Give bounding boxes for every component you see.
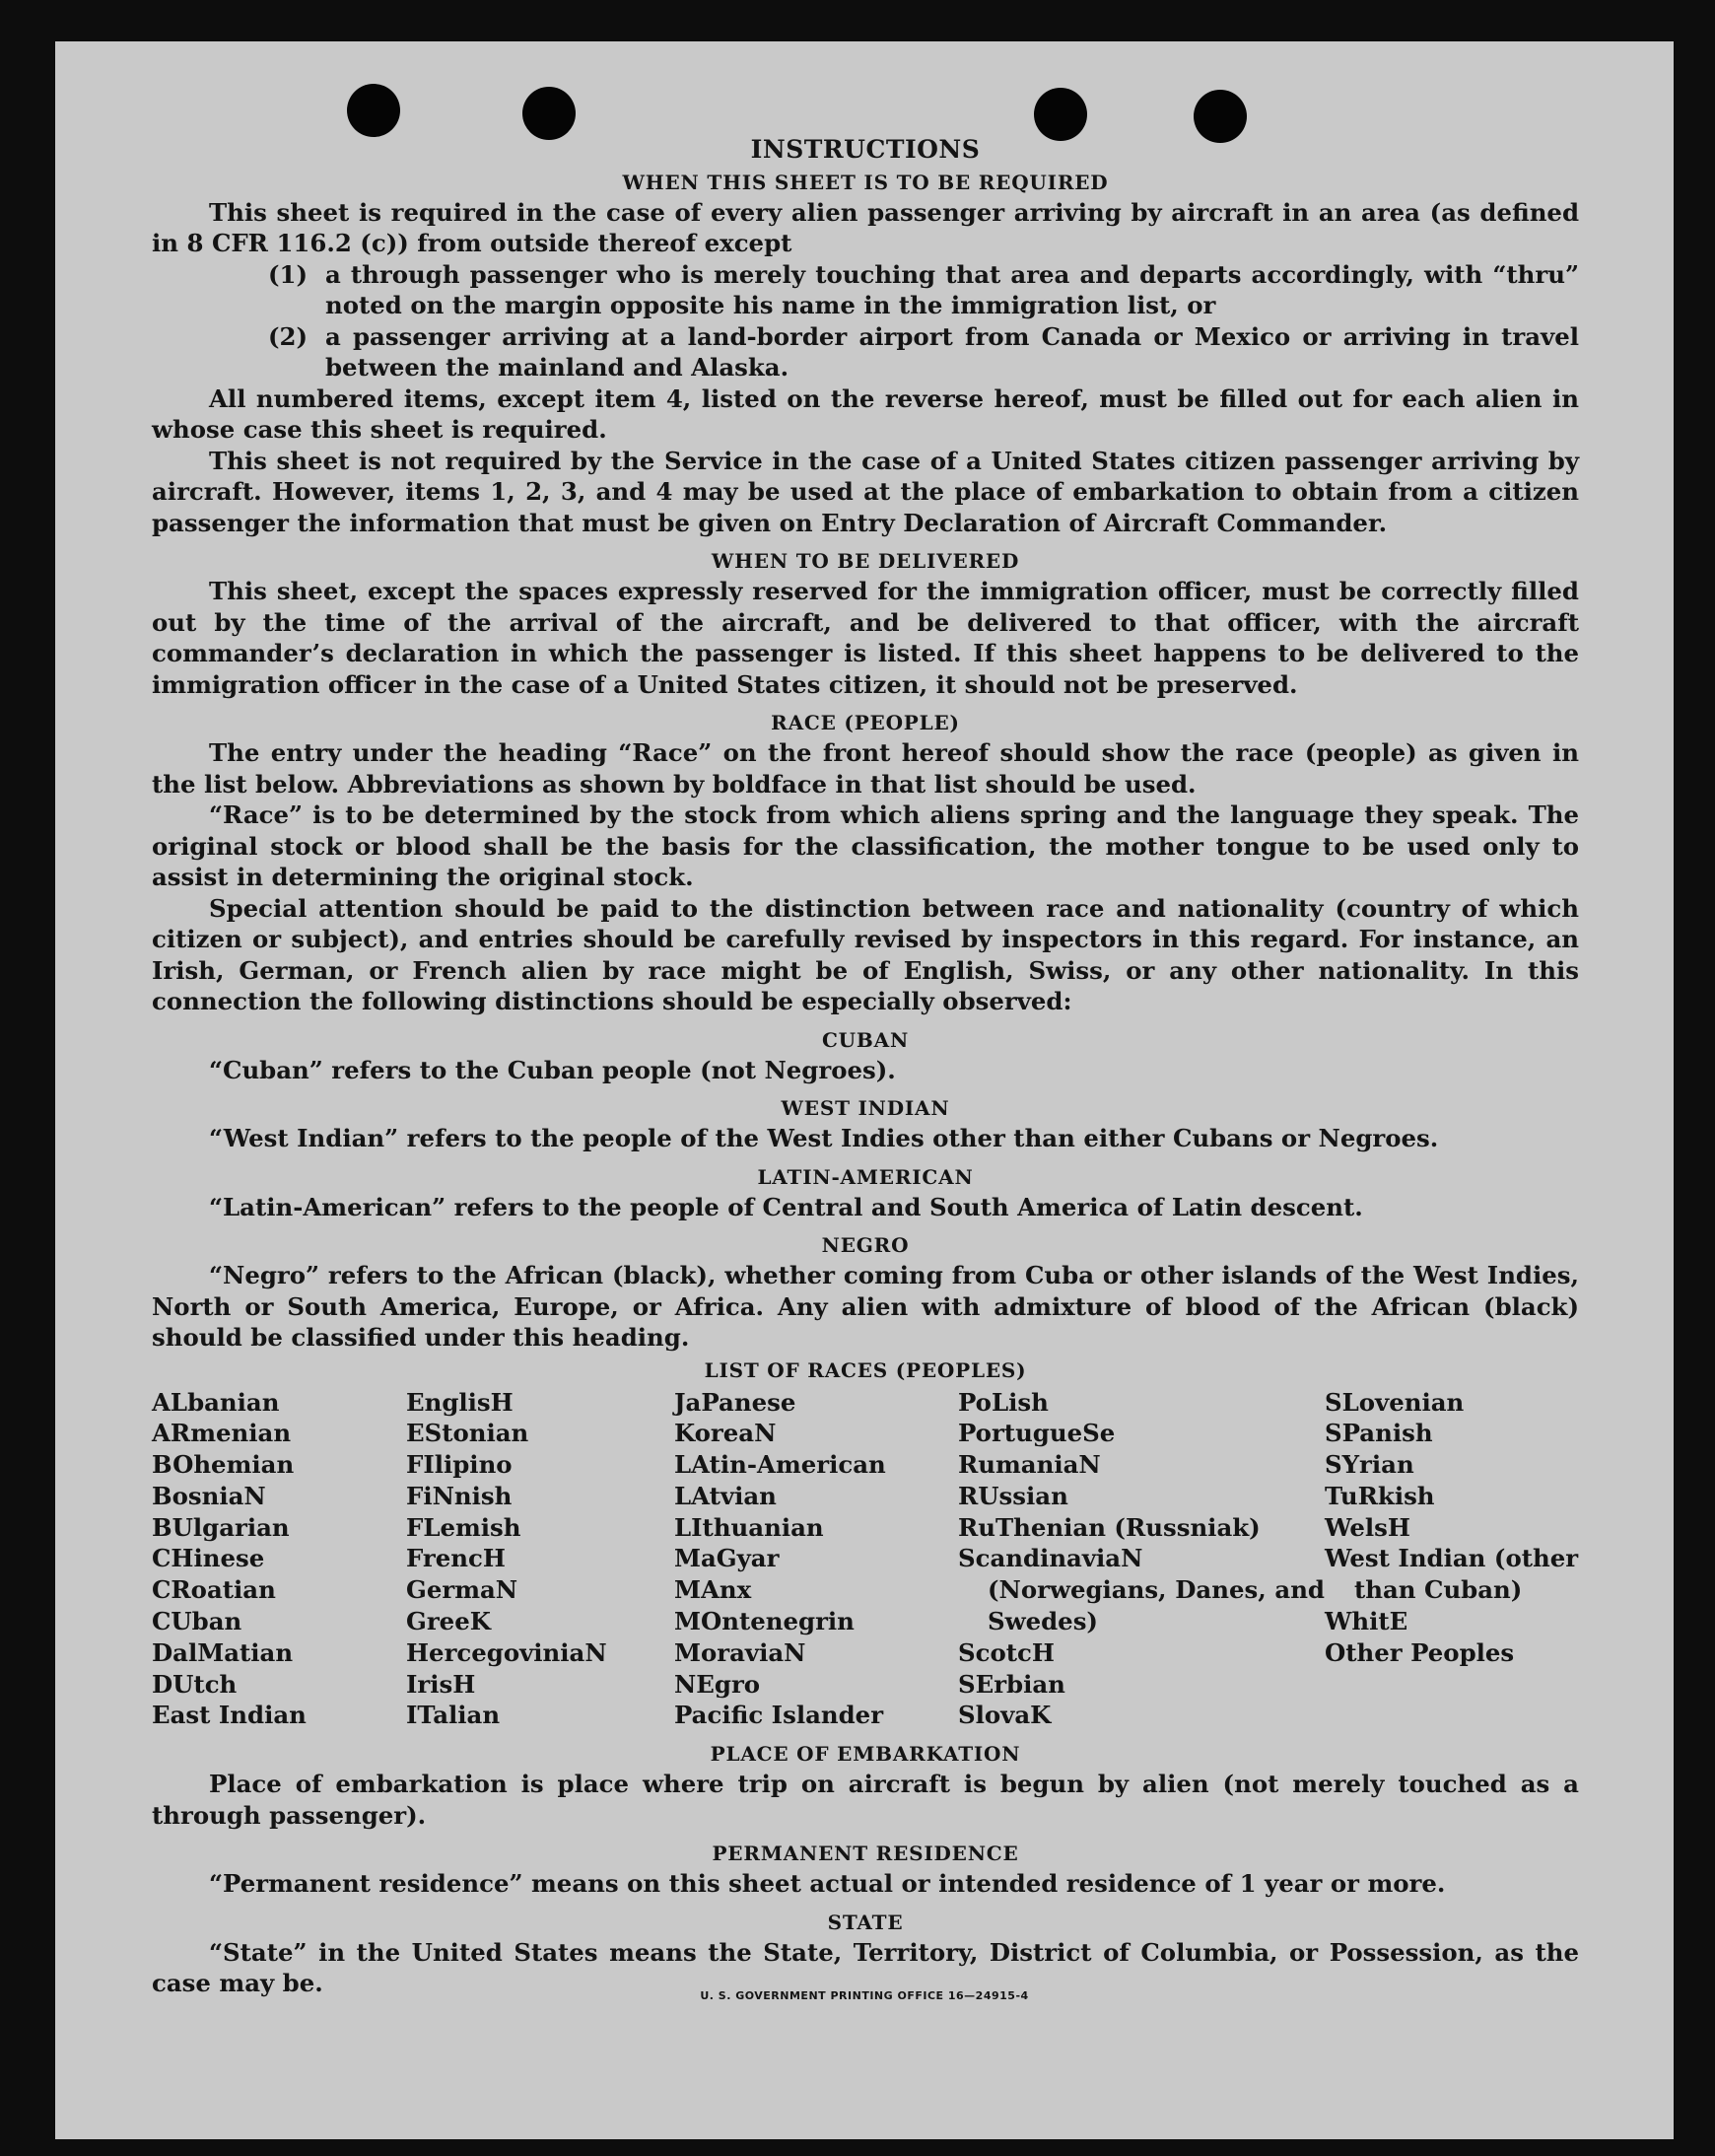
heading-state: STATE — [827, 1910, 904, 1934]
paragraph: “West Indian” refers to the people of the West Indies other than either Cubans or Negroes. — [209, 1124, 1439, 1152]
race-entry: MaGyar — [674, 1544, 780, 1573]
race-entry: SLovenian — [1325, 1387, 1465, 1417]
paragraph: “Cuban” refers to the Cuban people (not Negroes). — [209, 1055, 896, 1084]
heading-when-delivered: WHEN TO BE DELIVERED — [711, 549, 1020, 573]
list-item — [268, 259, 1579, 321]
races-column — [406, 1387, 674, 1732]
race-entry: FiNnish — [406, 1481, 513, 1510]
race-entry: DalMatian — [152, 1637, 294, 1667]
paragraph: Special attention should be paid to the distinction between race and nationality (country of which citizen or subject), and entries should be carefully revised by inspectors in this regard. For instance, an Irish, German, or French alien by race might be of English, Swiss, or any other nationality. In this connection the following distinctions should be especially observed: — [152, 893, 1579, 1015]
race-entry: CRoatian — [152, 1575, 276, 1605]
heading-negro: NEGRO — [821, 1233, 910, 1257]
race-entry: CUban — [152, 1607, 242, 1636]
race-entry: FrencH — [406, 1544, 506, 1573]
race-entry: PoLish — [958, 1387, 1049, 1417]
race-entry: SYrian — [1325, 1450, 1414, 1480]
race-entry: MOntenegrin — [674, 1607, 855, 1636]
races-column — [152, 1387, 406, 1732]
list-item — [268, 321, 1579, 383]
paragraph: “Race” is to be determined by the stock from which aliens spring and the language they speak. The original stock or blood shall be the basis for the classification, the mother tongue to be used only to assist in determining the original stock. — [152, 800, 1579, 891]
race-entry: KoreaN — [674, 1419, 777, 1448]
race-entry: West Indian (other than Cuban) — [1325, 1544, 1579, 1605]
race-entry: ITalian — [406, 1701, 501, 1730]
race-entry: ScotcH — [958, 1637, 1055, 1667]
race-entry: RumaniaN — [958, 1450, 1101, 1480]
race-entry: GreeK — [406, 1607, 491, 1636]
race-entry: BOhemian — [152, 1450, 295, 1480]
heading-cuban: CUBAN — [821, 1027, 910, 1052]
race-entry: DUtch — [152, 1669, 238, 1699]
race-entry: IrisH — [406, 1669, 476, 1699]
heading-permanent-residence: PERMANENT RESIDENCE — [712, 1842, 1019, 1866]
race-entry: GermaN — [406, 1575, 518, 1605]
race-entry: EStonian — [406, 1419, 529, 1448]
page-title: INSTRUCTIONS — [750, 135, 981, 164]
races-column — [1325, 1387, 1579, 1732]
paragraph: This sheet is required in the case of every alien passenger arriving by aircraft in an area (as defined in 8 CFR 116.2 (c)) from outside thereof except — [152, 197, 1579, 257]
item-text: a passenger arriving at a land-border airport from Canada or Mexico or arriving in travel between the mainland and Alaska. — [325, 321, 1579, 382]
race-entry: JaPanese — [674, 1387, 796, 1417]
race-entry: BosniaN — [152, 1481, 266, 1510]
paragraph: “State” in the United States means the State, Territory, District of Columbia, or Possession, as the case may be. — [152, 1937, 1579, 1998]
race-entry: SPanish — [1325, 1419, 1433, 1448]
paragraph: All numbered items, except item 4, listed on the reverse hereof, must be filled out for each alien in whose case this sheet is required. — [152, 383, 1579, 444]
races-column — [674, 1387, 958, 1732]
race-entry: PortugueSe — [958, 1419, 1116, 1448]
paragraph: This sheet is not required by the Service in the case of a United States citizen passenger arriving by aircraft. However, items 1, 2, 3, and 4 may be used at the place of embarkation to obtain from a citizen passenger the information that must be given on Entry Declaration of Aircraft Commander. — [152, 446, 1579, 537]
heading-list-of-races: LIST OF RACES (PEOPLES) — [704, 1357, 1027, 1382]
instructions-body — [152, 122, 1579, 1999]
race-entry: NEgro — [674, 1669, 761, 1699]
race-entry: Pacific Islander — [674, 1701, 884, 1730]
race-entry: FIlipino — [406, 1450, 513, 1480]
race-entry: BUlgarian — [152, 1512, 290, 1542]
paragraph: Place of embarkation is place where trip on aircraft is begun by alien (not merely touched as a through passenger). — [152, 1770, 1579, 1830]
item-number: (2) — [268, 321, 309, 351]
race-entry: WhitE — [1325, 1607, 1408, 1636]
race-entry: MAnx — [674, 1575, 752, 1605]
heading-when-required: WHEN THIS SHEET IS TO BE REQUIRED — [622, 170, 1109, 194]
race-entry: SlovaK — [958, 1701, 1052, 1730]
paragraph: The entry under the heading “Race” on the front hereof should show the race (people) as given in the list below. Abbreviations as shown by boldface in that list should be used. — [152, 738, 1579, 799]
heading-latin-american: LATIN-AMERICAN — [757, 1164, 974, 1189]
race-entry: LAtin-American — [674, 1450, 886, 1480]
item-number: (1) — [268, 259, 309, 289]
race-entry: Other Peoples — [1325, 1637, 1515, 1667]
races-column — [958, 1387, 1325, 1732]
race-entry: CHinese — [152, 1544, 265, 1573]
race-entry: FLemish — [406, 1512, 521, 1542]
paragraph: “Latin-American” refers to the people of Central and South America of Latin descent. — [209, 1192, 1363, 1221]
race-entry: East Indian — [152, 1701, 307, 1730]
race-entry: ScandinaviaN (Norwegians, Danes, and Swedes) — [958, 1544, 1325, 1636]
paragraph: “Negro” refers to the African (black), whether coming from Cuba or other islands of the West Indies, North or South America, Europe, or Africa. Any alien with admixture of blood of the African (black) should be classified under this heading. — [152, 1261, 1579, 1352]
race-entry: ALbanian — [152, 1387, 280, 1417]
race-entry: HercegoviniaN — [406, 1637, 607, 1667]
heading-west-indian: WEST INDIAN — [781, 1096, 950, 1120]
race-entry: SErbian — [958, 1669, 1065, 1699]
race-entry: WelsH — [1325, 1512, 1410, 1542]
printer-imprint: U. S. GOVERNMENT PRINTING OFFICE 16—24915-4 — [700, 1989, 1029, 2002]
race-entry: RuThenian (Russniak) — [958, 1512, 1261, 1542]
paragraph: “Permanent residence” means on this sheet actual or intended residence of 1 year or more. — [209, 1869, 1446, 1899]
race-entry: LAtvian — [674, 1481, 777, 1510]
item-text: a through passenger who is merely touching that area and departs accordingly, with “thru” noted on the margin opposite his name in the immigration list, or — [325, 259, 1579, 319]
race-entry: EnglisH — [406, 1387, 514, 1417]
race-entry: MoraviaN — [674, 1637, 806, 1667]
race-entry: LIthuanian — [674, 1512, 824, 1542]
race-entry: TuRkish — [1325, 1481, 1435, 1510]
heading-race: RACE (PEOPLE) — [771, 711, 960, 734]
document-sheet — [55, 41, 1674, 2139]
paragraph: This sheet, except the spaces expressly reserved for the immigration officer, must be correctly filled out by the time of the arrival of the aircraft, and be delivered to that officer, with the aircraft commander’s declaration in which the passenger is listed. If this sheet happens to be delivered to the immigration officer in the case of a United States citizen, it should not be preserved. — [152, 577, 1579, 699]
heading-place-of-embarkation: PLACE OF EMBARKATION — [710, 1742, 1021, 1767]
races-list — [152, 1387, 1579, 1732]
race-entry: RUssian — [958, 1481, 1068, 1510]
race-entry: ARmenian — [152, 1419, 292, 1448]
